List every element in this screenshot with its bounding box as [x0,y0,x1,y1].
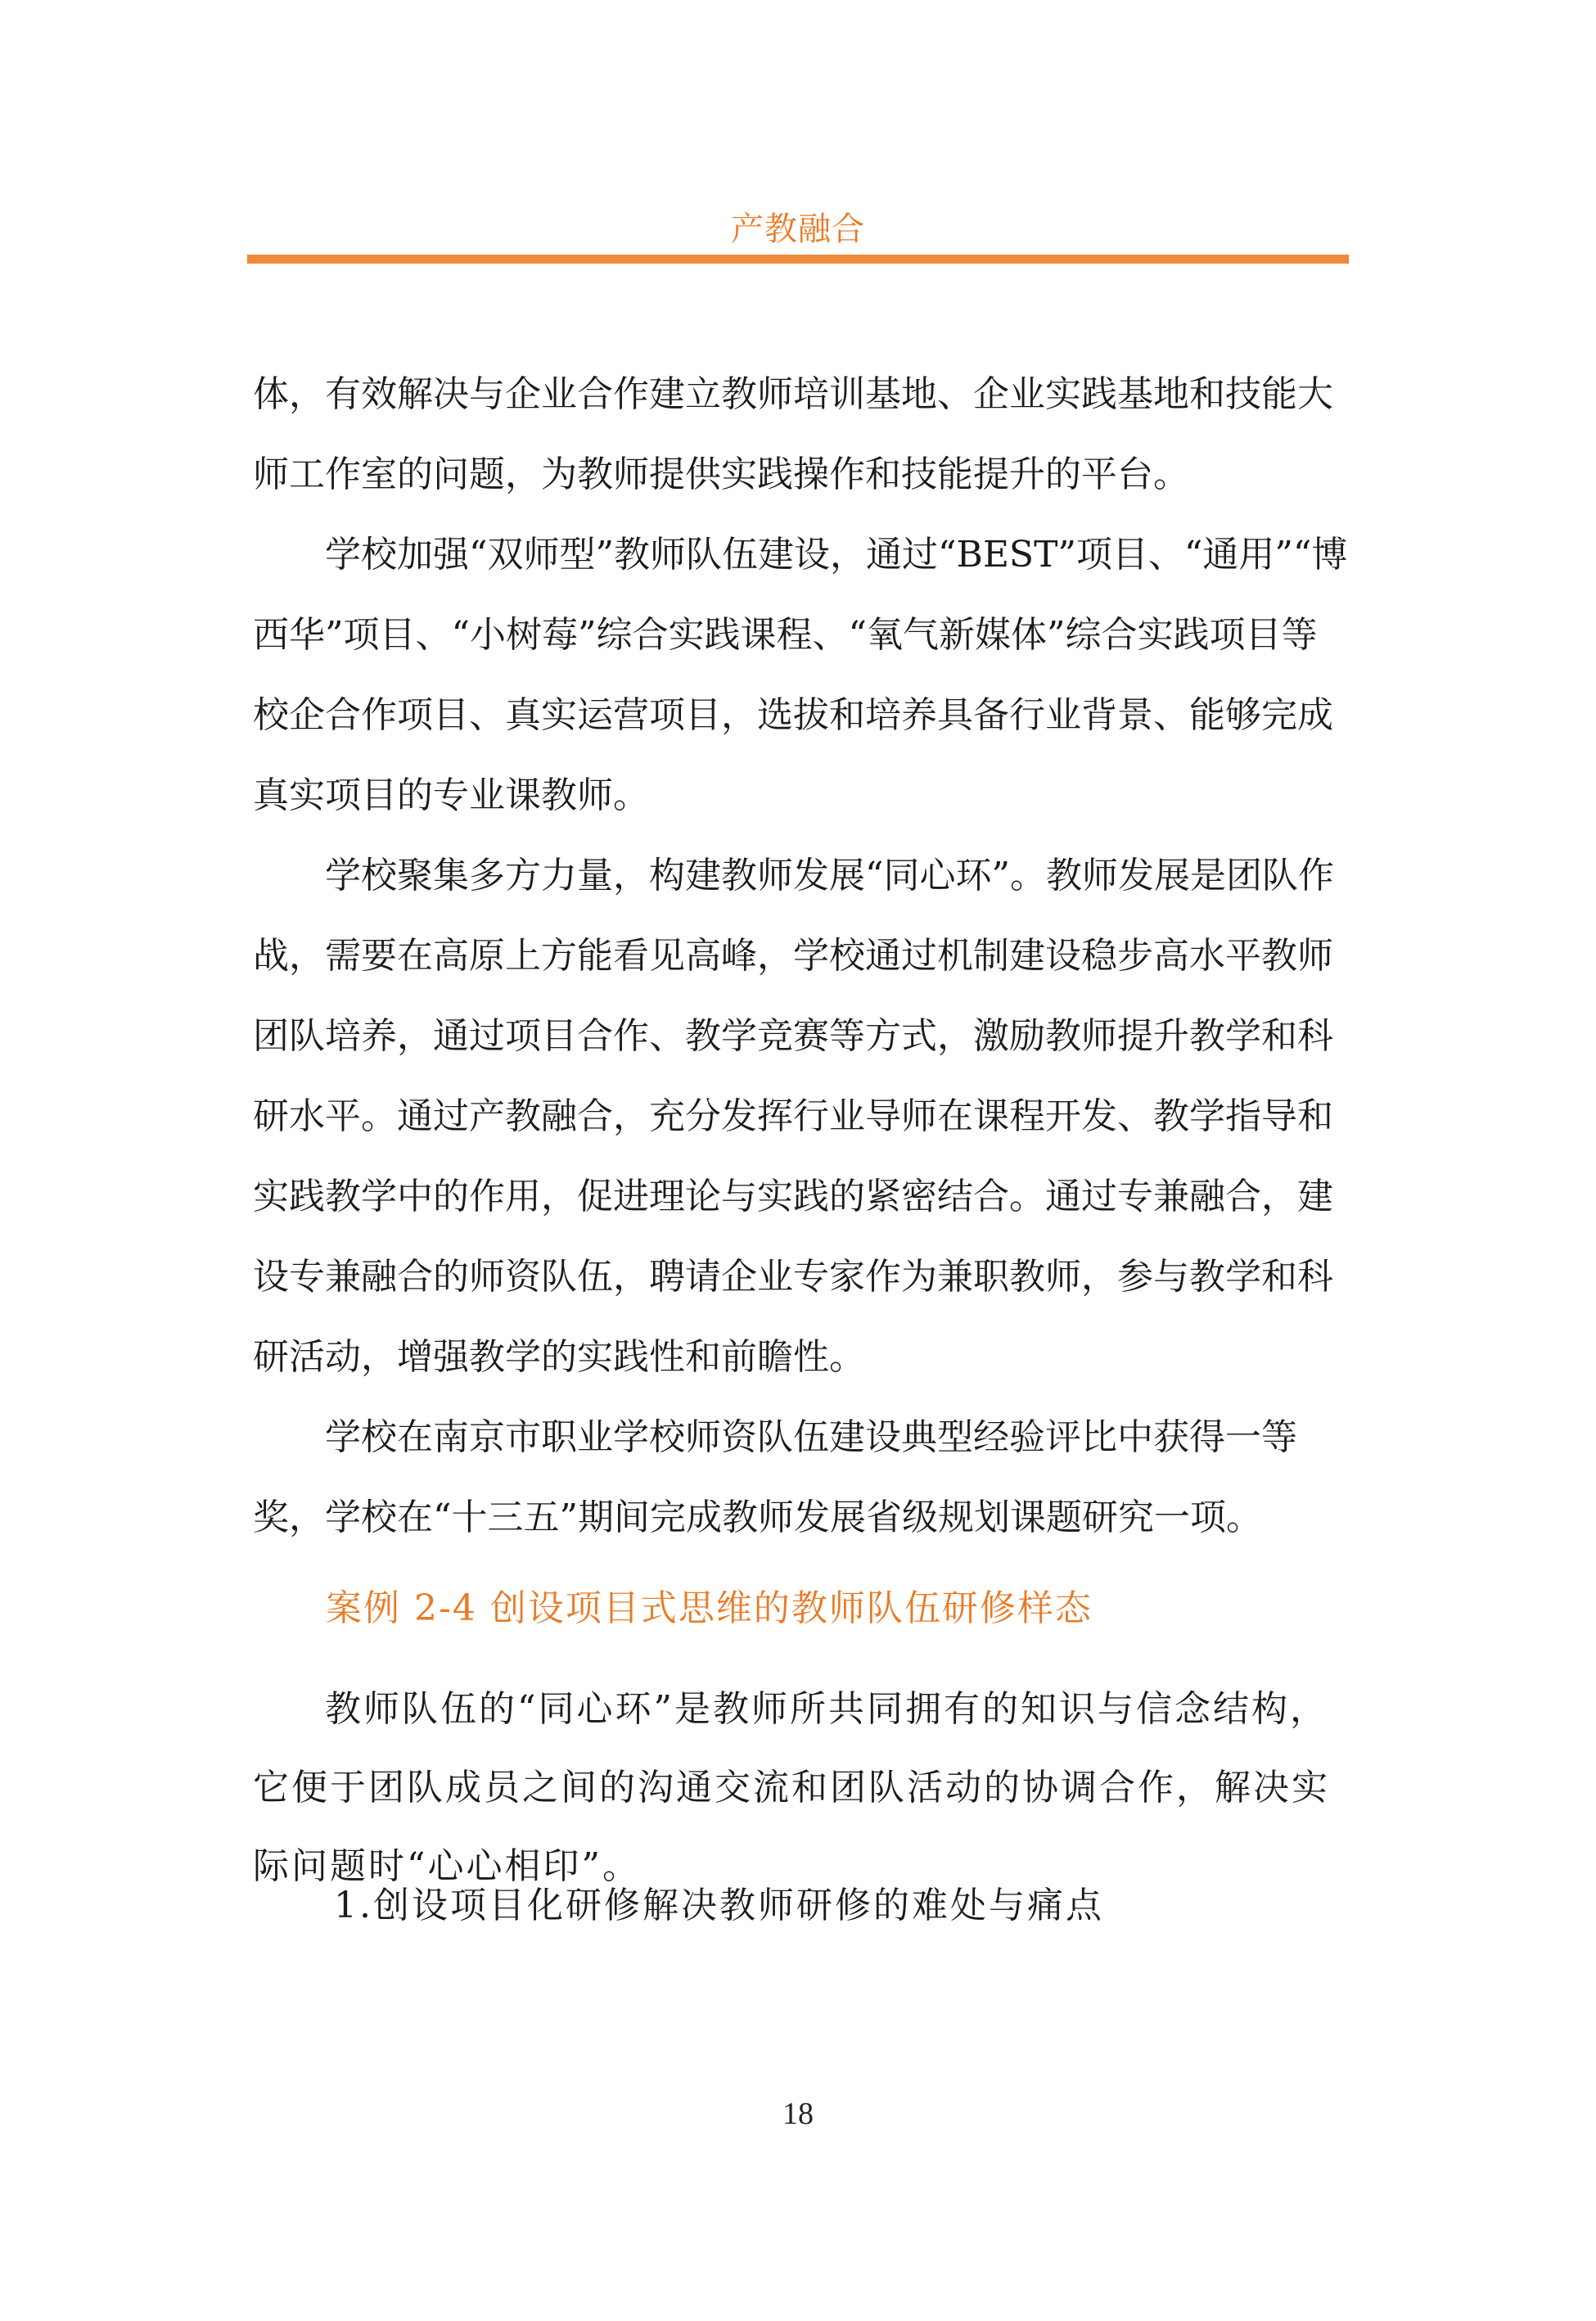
page-header-title: 产教融合 [731,210,865,248]
body-paragraph: 体，有效解决与企业合作建立教师培训基地、企业实践基地和技能大师工作室的问题，为教师提供实践操作和技能提升的平台。 [253,373,1333,495]
body-paragraph: 学校在南京市职业学校师资队伍建设典型经验评比中获得一等奖，学校在“十三五”期间完成教师发展省级规划课题研究一项。 [253,1416,1297,1538]
body-paragraph: 学校聚集多方力量，构建教师发展“同心环”。教师发展是团队作战，需要在高原上方能看见高峰，学校通过机制建设稳步高水平教师团队培养，通过项目合作、教学竞赛等方式，激励教师提升教学和科研水平。通过产教融合，充分发挥行业导师在课程开发、教学指导和实践教学中的作用，促进理论与实践的紧密结合。通过专兼融合，建设专兼融合的师资队伍，聘请企业专家作为兼职教师，参与教学和科研活动，增强教学的实践性和前瞻性。 [253,855,1334,1378]
header-divider [247,255,1349,264]
case-paragraph: 教师队伍的“同心环”是教师所共同拥有的知识与信念结构，它便于团队成员之间的沟通交流和团队活动的协调合作，解决实际问题时“心心相印”。 [253,1688,1330,1887]
case-heading: 案例 2-4 创设项目式思维的教师队伍研修样态 [326,1587,1093,1629]
body-paragraph: 学校加强“双师型”教师队伍建设，通过“BEST”项目、“通用”“博西华”项目、“小树莓”综合实践课程、“氧气新媒体”综合实践项目等校企合作项目、真实运营项目，选拔和培养具备行业背景、能够完成真实项目的专业课教师。 [253,534,1348,816]
page-number: 18 [782,2097,814,2131]
main-body [253,354,1350,1558]
case-list-item: 1.创设项目化研修解决教师研修的难处与痛点 [334,1885,1104,1926]
